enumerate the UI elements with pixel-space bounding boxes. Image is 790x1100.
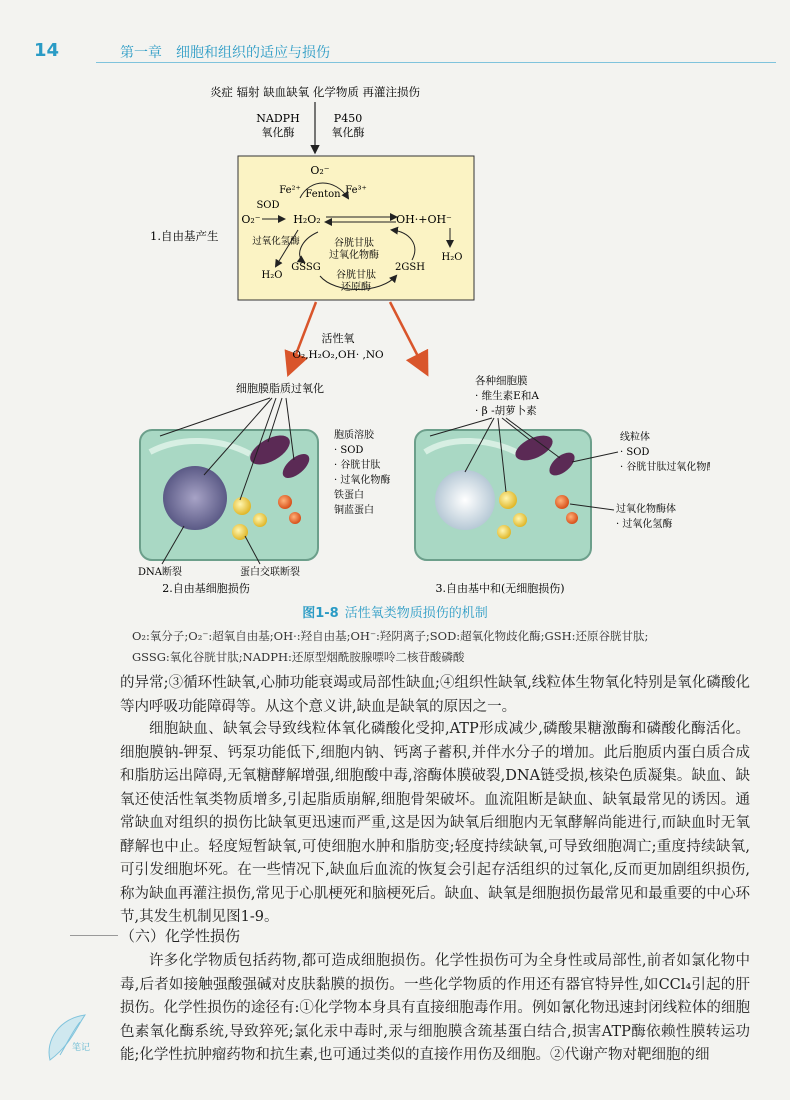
label-2: 2.自由基细胞损伤 xyxy=(162,582,250,595)
page-header xyxy=(0,0,790,60)
cytosol-ceruloplasmin: 铜蓝蛋白 xyxy=(334,505,374,516)
paragraph-3 xyxy=(120,950,750,1068)
gr-label-1: 谷胱甘肽 xyxy=(336,270,376,281)
dna-break-label: DNA断裂 xyxy=(138,567,182,578)
p450-label-2: 氧化酶 xyxy=(331,126,365,139)
cytosol-perox: · 过氧化物酶 xyxy=(334,475,391,486)
cytosol-gsh: · 谷胱甘肽 xyxy=(334,460,381,471)
mito-title: 线粒体 xyxy=(620,432,650,443)
gpx-label-2: 过氧化物酶 xyxy=(329,250,379,261)
paragraph-1 xyxy=(120,672,750,719)
peroxisome-title: 过氧化物酶体 xyxy=(616,504,676,515)
catalase-label: 过氧化氢酶 xyxy=(252,236,300,247)
legend-line-1: O₂:氧分子;O₂⁻:超氧自由基;OH·:羟自由基;OH⁻:羟阴离子;SOD:超氧化物歧化酶;GSH:还原谷胱甘肽; xyxy=(132,629,649,643)
peroxisome-right-2 xyxy=(566,512,578,524)
ros-list: O₂,H₂O₂,OH· ,NO xyxy=(292,349,384,361)
page-number: 14 xyxy=(34,40,60,61)
gr-label-2: 还原酶 xyxy=(341,282,371,293)
note-label: 笔记 xyxy=(72,1043,91,1053)
p450-label: P450 xyxy=(333,112,363,125)
vesicle-r2 xyxy=(513,513,527,527)
paragraph-2-text: 细胞缺血、缺氧会导致线粒体氧化磷酸化受抑,ATP形成减少,磷酸果糖激酶和磷酸化酶活化。细胞膜钠-钾泵、钙泵功能低下,细胞内钠、钙离子蓄积,并伴水分子的增加。此后胞质内蛋白质合成和脂肪运出障碍,无氧糖酵解增强,细胞酸中毒,溶酶体膜破裂,DNA链受损,核染色质凝集。缺血、缺氧还使活性氧类物质增多,引起脂质崩解,细胞骨架破坏。血流阻断是缺血、缺氧最常见的诱因。通常缺血对组织的损伤比缺氧更迅速而严重,这是因为缺氧后细胞内无氧酵解尚能进行,而缺血时无氧酵解也中止。轻度短暂缺氧,可使细胞水肿和脂肪变;轻度持续缺氧,可导致细胞凋亡;重度持续缺氧,可引发细胞坏死。在一些情况下,缺血后血流的恢复会引起存活组织的过氧化,反而更加剧组织损伤,称为缺血再灌注损伤,常见于心肌梗死和脑梗死后。缺血、缺氧是细胞损伤最常见和最重要的中心环节,其发生机制见图1-9。 xyxy=(120,721,750,925)
mito-gpx: · 谷胱甘肽过氧化物酶 xyxy=(620,462,710,473)
nadph-label: NADPH xyxy=(256,112,300,125)
gsh2-label: 2GSH xyxy=(395,262,425,273)
peroxisome-left-1 xyxy=(278,495,292,509)
section-heading xyxy=(120,925,240,946)
lipid-peroxidation-title: 细胞膜脂质过氧化 xyxy=(236,382,324,395)
figure-caption xyxy=(0,602,790,621)
legend-line-2: GSSG:氧化谷胱甘肽;NADPH:还原型烟酰胺腺嘌呤二核苷酸磷酸 xyxy=(132,650,465,664)
paragraph-2 xyxy=(120,718,750,930)
arrow-neutralize xyxy=(390,302,425,370)
membranes-carotene: · β -胡萝卜素 xyxy=(475,405,537,417)
figure-diagram xyxy=(120,80,710,600)
damaged-nucleus xyxy=(163,466,227,530)
fenton-label: Fenton xyxy=(305,189,341,200)
h2o-right: H₂O xyxy=(441,252,463,263)
ros-title: 活性氧 xyxy=(321,332,355,345)
gpx-label-1: 谷胱甘肽 xyxy=(334,238,374,249)
oh-label: OH·+OH⁻ xyxy=(396,213,452,226)
o2-minus-label: O₂⁻ xyxy=(241,213,261,226)
note-leaf-icon xyxy=(40,1010,110,1065)
mito-sod: · SOD xyxy=(620,447,650,458)
section-number: （六） xyxy=(120,927,166,945)
cytosol-title: 胞质溶胶 xyxy=(334,430,374,441)
o2-minus-top: O₂⁻ xyxy=(310,164,330,177)
membranes-title: 各种细胞膜 xyxy=(475,375,528,387)
vesicle-1 xyxy=(233,497,251,515)
fe2-label: Fe²⁺ xyxy=(279,185,301,196)
fe3-label: Fe³⁺ xyxy=(345,185,367,196)
causes-text: 炎症 辐射 缺血缺氧 化学物质 再灌注损伤 xyxy=(209,85,421,99)
cytosol-ferritin: 铁蛋白 xyxy=(334,490,364,501)
nadph-label-2: 氧化酶 xyxy=(261,126,295,139)
sod-label: SOD xyxy=(256,200,280,211)
peroxisome-right-1 xyxy=(555,495,569,509)
vesicle-2 xyxy=(253,513,267,527)
paragraph-3-text: 许多化学物质包括药物,都可造成细胞损伤。化学性损伤可为全身性或局部性,前者如氯化物中毒,后者如接触强酸强碱对皮肤黏膜的损伤。一些化学物质的作用还有器官特异性,如CCl₄引起的肝损伤。化学性损伤的途径有:①化学物本身具有直接细胞毒作用。例如氰化物迅速封闭线粒体的细胞色素氧化酶系统,导致猝死;氯化汞中毒时,汞与细胞膜含巯基蛋白结合,损害ATP酶依赖性膜转运功能;化学性抗肿瘤药物和抗生素,也可通过类似的直接作用伤及细胞。②代谢产物对靶细胞的细 xyxy=(120,953,750,1063)
protein-crosslink-label: 蛋白交联断裂 xyxy=(240,567,300,578)
membranes-vitamin: · 维生素E和A xyxy=(475,390,539,402)
h2o-left: H₂O xyxy=(261,270,283,281)
vesicle-r3 xyxy=(497,525,511,539)
healthy-nucleus xyxy=(435,470,495,530)
peroxisome-left-2 xyxy=(289,512,301,524)
vesicle-r1 xyxy=(499,491,517,509)
figure-1-8 xyxy=(120,80,710,600)
cytosol-sod: · SOD xyxy=(334,445,364,456)
label-3: 3.自由基中和(无细胞损伤) xyxy=(435,582,565,595)
box-label: 1.自由基产生 xyxy=(150,229,219,243)
section-title: 化学性损伤 xyxy=(165,927,241,945)
gssg-label: GSSG xyxy=(291,262,321,273)
figure-legend xyxy=(132,626,752,668)
section-rule xyxy=(70,935,118,936)
h2o2-label: H₂O₂ xyxy=(293,213,321,226)
caption-title: 活性氧类物质损伤的机制 xyxy=(344,606,488,621)
paragraph-1-text: 的异常;③循环性缺氧,心肺功能衰竭或局部性缺血;④组织性缺氧,线粒体生物氧化特别是氧化磷酸化等内呼吸功能障碍等。从这个意义讲,缺血是缺氧的原因之一。 xyxy=(120,675,750,715)
peroxisome-catalase: · 过氧化氢酶 xyxy=(616,519,673,530)
header-rule xyxy=(96,62,776,63)
chapter-title: 第一章 细胞和组织的适应与损伤 xyxy=(120,45,330,61)
caption-number: 图1-8 xyxy=(302,606,339,621)
